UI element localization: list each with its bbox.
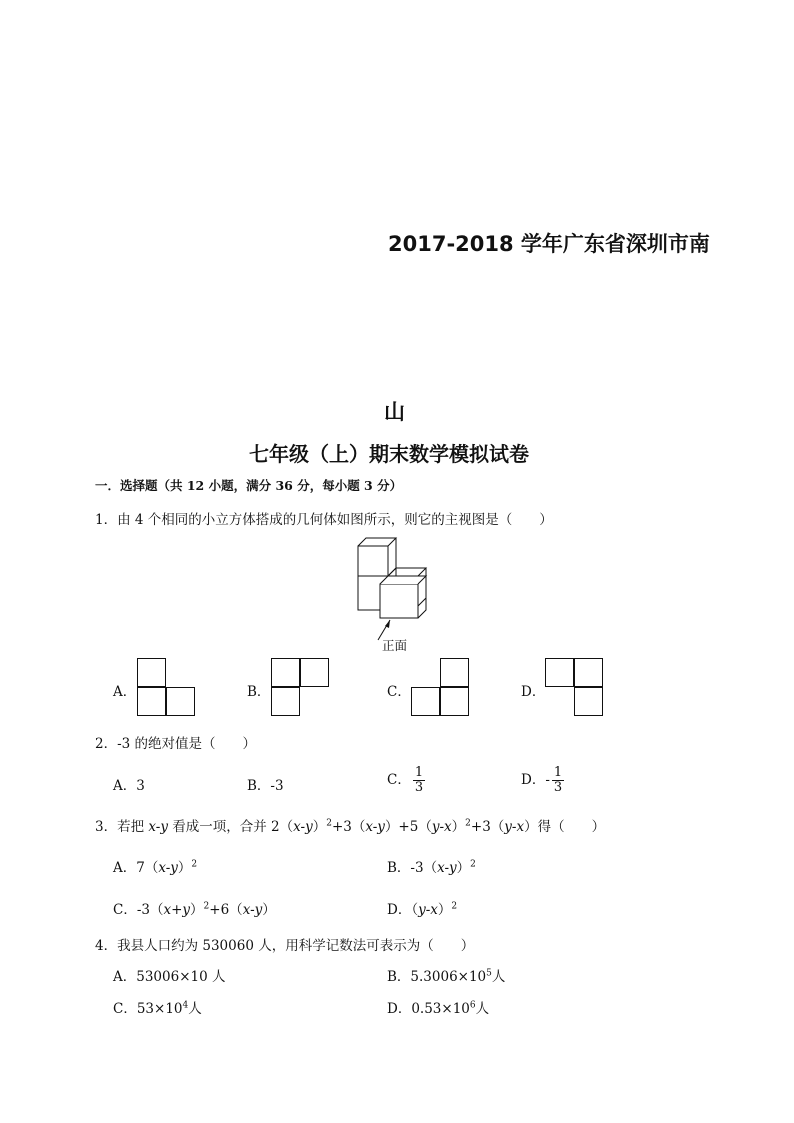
math-var: y-x xyxy=(418,902,438,918)
text-run: 人 xyxy=(188,1001,202,1017)
fraction-denominator: 3 xyxy=(553,780,563,795)
grid-cell xyxy=(574,687,603,716)
text-run: B．5.3006×10 xyxy=(387,969,487,985)
exponent: 5 xyxy=(486,968,492,979)
text-run: D．0.53×10 xyxy=(387,1001,470,1017)
text-run: ） xyxy=(262,902,276,918)
cube-top xyxy=(358,538,396,546)
grid-cell xyxy=(574,658,603,687)
math-var: x-y xyxy=(437,860,457,876)
text-run: ） xyxy=(312,819,327,835)
q4-option-a[interactable]: A．53006×10 人 xyxy=(113,969,226,985)
text-run: ）+5（ xyxy=(384,819,432,835)
q3-option-d[interactable] xyxy=(387,898,457,918)
text-run: 人 xyxy=(491,969,506,985)
q4-option-b[interactable] xyxy=(387,965,505,985)
exam-title-line2: 山 xyxy=(384,400,405,424)
text-run: ） xyxy=(456,860,471,876)
grid-cell xyxy=(271,687,300,716)
text-run: C．53×10 xyxy=(113,1001,183,1017)
fraction-numerator: 1 xyxy=(553,765,563,780)
text-run: 3．若把 xyxy=(95,819,149,835)
q3-option-c[interactable] xyxy=(113,898,276,918)
exponent: 4 xyxy=(182,1000,189,1011)
question-2-stem: 2．-3 的绝对值是（ ） xyxy=(95,736,257,752)
q1-option-d-label[interactable]: D． xyxy=(521,684,546,700)
q3-option-b[interactable] xyxy=(387,856,476,876)
text-run: ）得（ ） xyxy=(524,819,606,835)
grid-cell xyxy=(137,658,166,687)
text-run: 看成一项，合并 2（ xyxy=(167,819,294,835)
q1-option-b-label[interactable]: B． xyxy=(247,684,271,700)
grid-cell xyxy=(300,658,329,687)
text-run: B．-3（ xyxy=(387,860,438,876)
exponent: 6 xyxy=(469,1000,476,1011)
cube-face xyxy=(358,546,388,576)
text-run: ） xyxy=(451,819,466,835)
text-run: +3（ xyxy=(470,819,505,835)
exponent: 2 xyxy=(326,818,332,829)
grid-cell xyxy=(271,658,300,687)
question-3-stem xyxy=(95,815,605,835)
text-run: +3（ xyxy=(331,819,366,835)
text-run: 人 xyxy=(475,1001,490,1017)
q1-option-c-label[interactable]: C． xyxy=(387,684,411,700)
q1-option-a-label[interactable]: A． xyxy=(113,684,137,700)
exponent: 2 xyxy=(470,859,476,870)
math-var: x-y xyxy=(365,819,385,835)
grid-cell xyxy=(545,658,574,687)
grid-cell xyxy=(440,687,469,716)
math-var: x+y xyxy=(163,902,191,918)
text-run: ） xyxy=(190,902,204,918)
math-var: x-y xyxy=(148,819,168,835)
q2-option-d[interactable] xyxy=(521,766,564,795)
q3-option-a[interactable] xyxy=(113,856,197,876)
text-run: A．7（ xyxy=(113,860,159,876)
math-var: x-y xyxy=(242,902,263,918)
exam-title-line1: 2017-2018 学年广东省深圳市南 xyxy=(388,232,710,256)
q2-option-c[interactable] xyxy=(387,766,425,795)
fraction xyxy=(552,766,564,795)
exam-title-line3: 七年级（上）期末数学模拟试卷 xyxy=(249,442,529,466)
section-heading: 一．选择题（共 12 小题，满分 36 分，每小题 3 分） xyxy=(95,478,403,493)
exponent: 2 xyxy=(465,818,471,829)
cube-figure xyxy=(352,532,442,652)
q2-option-b[interactable]: B．-3 xyxy=(247,778,284,794)
q4-option-d[interactable] xyxy=(387,997,489,1017)
fraction xyxy=(413,766,425,795)
exponent: 2 xyxy=(451,901,458,912)
front-view-label: 正面 xyxy=(382,638,408,653)
question-1-stem: 1．由 4 个相同的小立方体搭成的几何体如图所示，则它的主视图是（ ） xyxy=(95,512,553,528)
fraction-numerator: 1 xyxy=(414,765,424,780)
text-run: +6（ xyxy=(209,902,243,918)
cube-side xyxy=(388,538,396,576)
math-var: y-x xyxy=(431,819,452,835)
text-run: ） xyxy=(437,902,452,918)
q2-option-d-prefix: D．- xyxy=(521,772,550,788)
fraction-denominator: 3 xyxy=(414,780,424,795)
grid-cell xyxy=(411,687,440,716)
math-var: x-y xyxy=(293,819,313,835)
math-var: x-y xyxy=(158,860,178,876)
grid-cell xyxy=(166,687,195,716)
text-run: ） xyxy=(177,860,192,876)
text-run: C．-3（ xyxy=(113,902,164,918)
q2-option-c-prefix: C． xyxy=(387,772,411,788)
q4-option-c[interactable] xyxy=(113,997,202,1017)
question-4-stem: 4．我县人口约为 530060 人，用科学记数法可表示为（ ） xyxy=(95,938,475,954)
exponent: 2 xyxy=(191,859,198,870)
text-run: D．（ xyxy=(387,902,419,918)
grid-cell xyxy=(440,658,469,687)
math-var: y-x xyxy=(504,819,525,835)
grid-cell xyxy=(137,687,166,716)
exponent: 2 xyxy=(203,901,210,912)
q2-option-a[interactable]: A．3 xyxy=(113,778,145,794)
